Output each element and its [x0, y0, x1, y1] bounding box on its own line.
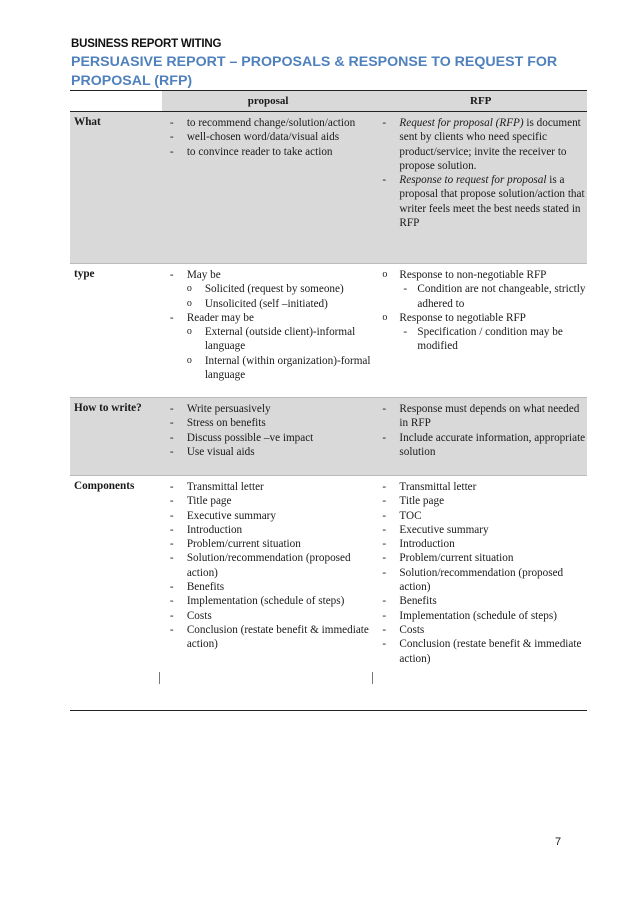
list-item: - to convince reader to take action — [162, 145, 375, 159]
list-item: - Costs — [162, 609, 375, 623]
list-item — [162, 268, 375, 311]
sub-list-item: o External (outside client)-informal language — [187, 325, 375, 354]
how-proposal-cell — [162, 398, 375, 476]
rfp-definition: is document sent by clients who need specific product/service; invite the receiver to propose solution. — [399, 117, 581, 172]
list-item — [162, 311, 375, 382]
row-label-what: What — [70, 112, 162, 264]
list-item: - to recommend change/solution/action — [162, 116, 375, 130]
table-row — [70, 398, 587, 476]
list-item — [374, 173, 587, 230]
list-item: - TOC — [374, 509, 587, 523]
type-proposal-cell — [162, 264, 375, 398]
comparison-table — [70, 90, 587, 711]
list-item: - Costs — [374, 623, 587, 637]
list-item: - Stress on benefits — [162, 416, 375, 430]
list-item: - Title page — [374, 494, 587, 508]
list-item: - Benefits — [162, 580, 375, 594]
list-item: - Executive summary — [162, 509, 375, 523]
response-definition: is a proposal that propose solution/action that writer feels meet the best needs stated in RFP — [399, 174, 585, 230]
column-header-proposal: proposal — [162, 91, 375, 112]
list-item: - Introduction — [374, 537, 587, 551]
list-item: - Response must depends on what needed in RFP — [374, 402, 587, 431]
table-row — [70, 264, 587, 398]
sub-list-item: o Solicited (request by someone) — [187, 282, 375, 296]
document-header: BUSINESS REPORT WITING — [71, 38, 222, 50]
list-item: - Use visual aids — [162, 445, 375, 459]
list-item: - Implementation (schedule of steps) — [162, 594, 375, 608]
list-item — [374, 268, 587, 311]
header-empty-cell — [70, 91, 162, 112]
list-item: - Solution/recommendation (proposed action) — [162, 551, 375, 580]
list-item: - Write persuasively — [162, 402, 375, 416]
column-divider — [372, 672, 373, 684]
column-header-rfp: RFP — [374, 91, 587, 112]
table-row — [70, 112, 587, 264]
sub-list-item: - Condition are not changeable, strictly adhered to — [399, 282, 587, 311]
row-label-components: Components — [70, 476, 162, 711]
column-divider — [159, 672, 160, 684]
list-item: - Benefits — [374, 594, 587, 608]
list-item: - Executive summary — [374, 523, 587, 537]
page-number: 7 — [555, 836, 562, 848]
list-item — [374, 116, 587, 173]
row-label-type: type — [70, 264, 162, 398]
list-item-text: May be — [186, 269, 221, 281]
list-item-text: Response to non-negotiable RFP — [399, 269, 547, 281]
response-term: Response to request for proposal — [399, 174, 547, 187]
type-rfp-cell — [374, 264, 587, 398]
list-item: - Problem/current situation — [374, 551, 587, 565]
list-item: - well-chosen word/data/visual aids — [162, 130, 375, 144]
page-title: PERSUASIVE REPORT – PROPOSALS & RESPONSE TO REQUEST FOR PROPOSAL (RFP) — [71, 54, 558, 89]
list-item — [374, 311, 587, 354]
list-item-text: Reader may be — [186, 311, 254, 324]
sub-list-item: o Unsolicited (self –initiated) — [187, 297, 375, 311]
row-label-how: How to write? — [70, 398, 162, 476]
what-proposal-cell — [162, 112, 375, 264]
sub-list-item: - Specification / condition may be modified — [399, 325, 587, 354]
list-item: - Solution/recommendation (proposed action) — [374, 566, 587, 595]
table-row — [70, 476, 587, 711]
rfp-term: Request for proposal (RFP) — [399, 117, 524, 129]
list-item: - Discuss possible –ve impact — [162, 431, 375, 445]
list-item: - Conclusion (restate benefit & immediate action) — [374, 637, 587, 666]
list-item: - Title page — [162, 494, 375, 508]
components-rfp-cell — [374, 476, 587, 711]
table-header-row — [70, 91, 587, 112]
what-rfp-cell — [374, 112, 587, 264]
list-item: - Conclusion (restate benefit & immediate action) — [162, 623, 375, 652]
list-item: - Problem/current situation — [162, 537, 375, 551]
list-item: - Transmittal letter — [162, 480, 375, 494]
list-item: - Transmittal letter — [374, 480, 587, 494]
list-item: - Include accurate information, appropriate solution — [374, 431, 587, 460]
components-proposal-cell — [162, 476, 375, 711]
list-item-text: Response to negotiable RFP — [399, 311, 526, 324]
how-rfp-cell — [374, 398, 587, 476]
list-item: - Implementation (schedule of steps) — [374, 609, 587, 623]
list-item: - Introduction — [162, 523, 375, 537]
sub-list-item: o Internal (within organization)-formal language — [187, 354, 375, 383]
